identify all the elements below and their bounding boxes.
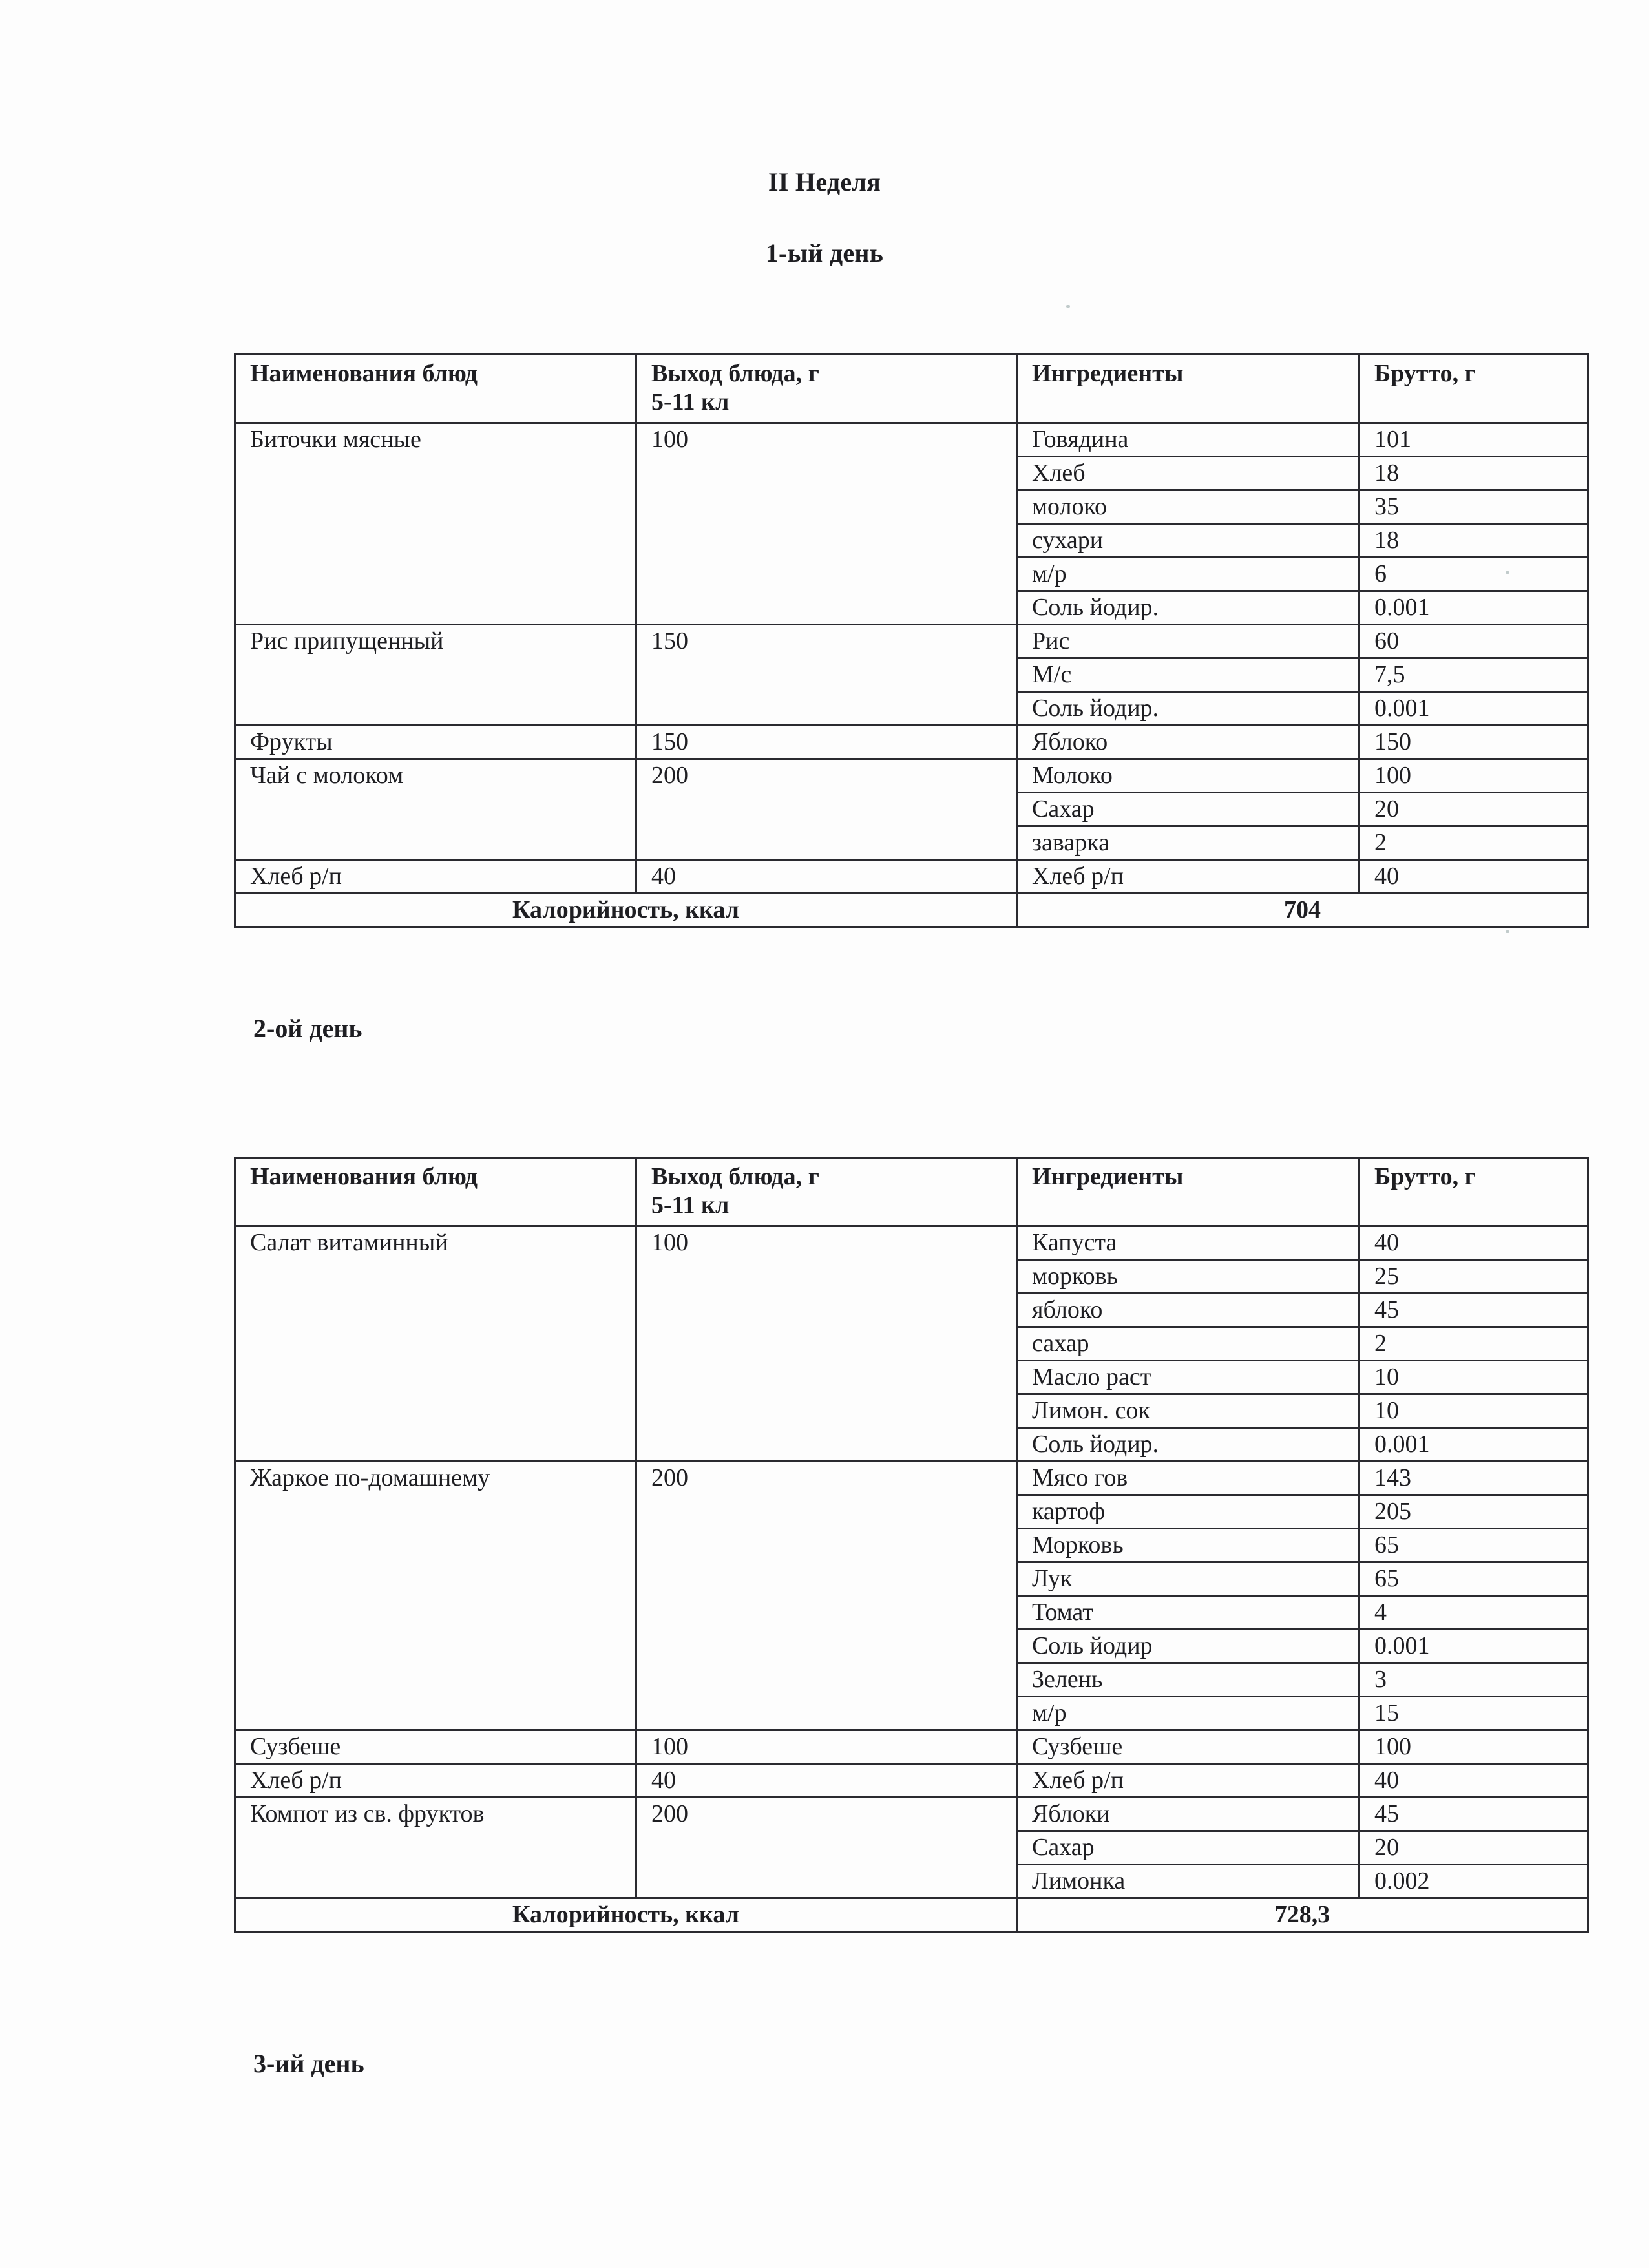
calorie-label: Калорийность, ккал xyxy=(235,894,1017,927)
ingredient-gross-cell: 20 xyxy=(1360,1831,1588,1865)
dish-name-cell: Салат витаминный xyxy=(235,1226,636,1462)
ingredient-name-cell: заварка xyxy=(1017,826,1360,860)
ingredient-name-cell: Лук xyxy=(1017,1562,1360,1596)
ingredient-gross-cell: 2 xyxy=(1360,1327,1588,1361)
header-yield-line2: 5-11 кл xyxy=(651,388,730,415)
table-row xyxy=(235,1798,1588,1831)
day2-title: 2-ой день xyxy=(253,1014,362,1043)
dish-name-cell: Сузбеше xyxy=(235,1730,636,1764)
dish-name-cell: Биточки мясные xyxy=(235,423,636,625)
calorie-value: 728,3 xyxy=(1017,1898,1588,1932)
dish-name-cell: Фрукты xyxy=(235,726,636,759)
ingredient-name-cell: Молоко xyxy=(1017,759,1360,793)
ingredient-name-cell: картоф xyxy=(1017,1495,1360,1529)
ingredient-name-cell: Лимон. сок xyxy=(1017,1394,1360,1428)
table-row xyxy=(235,860,1588,894)
header-yield-line1: Выход блюда, г xyxy=(651,1163,819,1190)
header-dish: Наименования блюд xyxy=(235,355,636,423)
ingredient-name-cell: Соль йодир. xyxy=(1017,692,1360,726)
calorie-label: Калорийность, ккал xyxy=(235,1898,1017,1932)
table-row xyxy=(235,726,1588,759)
ingredient-gross-cell: 100 xyxy=(1360,759,1588,793)
ingredient-gross-cell: 18 xyxy=(1360,457,1588,490)
table-row xyxy=(235,1462,1588,1495)
header-ingredients: Ингредиенты xyxy=(1017,355,1360,423)
header-yield xyxy=(636,355,1017,423)
calorie-row xyxy=(235,1898,1588,1932)
table-row xyxy=(235,1226,1588,1260)
header-gross: Брутто, г xyxy=(1360,1158,1588,1226)
table-row xyxy=(235,625,1588,658)
ingredient-name-cell: Лимонка xyxy=(1017,1865,1360,1898)
dish-yield-cell: 100 xyxy=(636,1730,1017,1764)
ingredient-name-cell: Соль йодир. xyxy=(1017,591,1360,625)
table-row xyxy=(235,1764,1588,1798)
ingredient-gross-cell: 4 xyxy=(1360,1596,1588,1630)
ingredient-name-cell: сахар xyxy=(1017,1327,1360,1361)
ingredient-name-cell: Соль йодир. xyxy=(1017,1428,1360,1462)
dish-yield-cell: 40 xyxy=(636,1764,1017,1798)
header-yield-line2: 5-11 кл xyxy=(651,1192,730,1219)
ingredient-name-cell: Мясо гов xyxy=(1017,1462,1360,1495)
ingredient-gross-cell: 40 xyxy=(1360,1226,1588,1260)
ingredient-gross-cell: 6 xyxy=(1360,558,1588,591)
dish-yield-cell: 100 xyxy=(636,423,1017,625)
dish-yield-cell: 200 xyxy=(636,1798,1017,1898)
ingredient-gross-cell: 3 xyxy=(1360,1663,1588,1697)
dish-yield-cell: 200 xyxy=(636,1462,1017,1730)
dish-yield-cell: 100 xyxy=(636,1226,1017,1462)
ingredient-name-cell: Хлеб xyxy=(1017,457,1360,490)
ingredient-name-cell: Сахар xyxy=(1017,1831,1360,1865)
dish-name-cell: Жаркое по-домашнему xyxy=(235,1462,636,1730)
ingredient-gross-cell: 10 xyxy=(1360,1394,1588,1428)
header-gross: Брутто, г xyxy=(1360,355,1588,423)
ingredient-name-cell: Яблоко xyxy=(1017,726,1360,759)
ingredient-name-cell: Яблоки xyxy=(1017,1798,1360,1831)
ingredient-gross-cell: 45 xyxy=(1360,1294,1588,1327)
dish-name-cell: Хлеб р/п xyxy=(235,1764,636,1798)
ingredient-name-cell: Хлеб р/п xyxy=(1017,860,1360,894)
ingredient-gross-cell: 45 xyxy=(1360,1798,1588,1831)
dish-name-cell: Компот из св. фруктов xyxy=(235,1798,636,1898)
ingredient-gross-cell: 0.001 xyxy=(1360,591,1588,625)
ingredient-name-cell: Хлеб р/п xyxy=(1017,1764,1360,1798)
ingredient-name-cell: м/р xyxy=(1017,1697,1360,1730)
ingredient-gross-cell: 40 xyxy=(1360,1764,1588,1798)
header-ingredients: Ингредиенты xyxy=(1017,1158,1360,1226)
scan-speck xyxy=(1506,571,1509,574)
ingredient-gross-cell: 65 xyxy=(1360,1562,1588,1596)
ingredient-gross-cell: 0.001 xyxy=(1360,1428,1588,1462)
ingredient-name-cell: Соль йодир xyxy=(1017,1630,1360,1663)
ingredient-gross-cell: 101 xyxy=(1360,423,1588,457)
ingredient-gross-cell: 65 xyxy=(1360,1529,1588,1562)
dish-yield-cell: 200 xyxy=(636,759,1017,860)
table-header-row xyxy=(235,1158,1588,1226)
ingredient-gross-cell: 20 xyxy=(1360,793,1588,826)
ingredient-gross-cell: 205 xyxy=(1360,1495,1588,1529)
day1-menu-table xyxy=(234,353,1589,928)
ingredient-name-cell: Капуста xyxy=(1017,1226,1360,1260)
ingredient-name-cell: молоко xyxy=(1017,490,1360,524)
ingredient-name-cell: Рис xyxy=(1017,625,1360,658)
day3-title: 3-ий день xyxy=(253,2049,364,2078)
ingredient-name-cell: Сузбеше xyxy=(1017,1730,1360,1764)
dish-yield-cell: 150 xyxy=(636,726,1017,759)
header-dish: Наименования блюд xyxy=(235,1158,636,1226)
ingredient-name-cell: Сахар xyxy=(1017,793,1360,826)
ingredient-gross-cell: 35 xyxy=(1360,490,1588,524)
ingredient-gross-cell: 0.002 xyxy=(1360,1865,1588,1898)
ingredient-gross-cell: 60 xyxy=(1360,625,1588,658)
ingredient-gross-cell: 100 xyxy=(1360,1730,1588,1764)
ingredient-name-cell: яблоко xyxy=(1017,1294,1360,1327)
dish-name-cell: Чай с молоком xyxy=(235,759,636,860)
header-yield-line1: Выход блюда, г xyxy=(651,360,819,387)
table-row xyxy=(235,759,1588,793)
ingredient-gross-cell: 0.001 xyxy=(1360,1630,1588,1663)
ingredient-name-cell: Говядина xyxy=(1017,423,1360,457)
day2-menu-table xyxy=(234,1157,1589,1933)
ingredient-name-cell: м/р xyxy=(1017,558,1360,591)
dish-yield-cell: 150 xyxy=(636,625,1017,726)
ingredient-gross-cell: 0.001 xyxy=(1360,692,1588,726)
scan-speck xyxy=(1066,305,1070,308)
ingredient-gross-cell: 15 xyxy=(1360,1697,1588,1730)
ingredient-gross-cell: 7,5 xyxy=(1360,658,1588,692)
ingredient-name-cell: Морковь xyxy=(1017,1529,1360,1562)
dish-name-cell: Рис припущенный xyxy=(235,625,636,726)
calorie-value: 704 xyxy=(1017,894,1588,927)
ingredient-name-cell: Зелень xyxy=(1017,1663,1360,1697)
ingredient-gross-cell: 143 xyxy=(1360,1462,1588,1495)
table-row xyxy=(235,1730,1588,1764)
day1-title: 1-ый день xyxy=(765,238,884,268)
ingredient-gross-cell: 150 xyxy=(1360,726,1588,759)
ingredient-name-cell: сухари xyxy=(1017,524,1360,558)
ingredient-name-cell: морковь xyxy=(1017,1260,1360,1294)
calorie-row xyxy=(235,894,1588,927)
header-yield xyxy=(636,1158,1017,1226)
week-title: II Неделя xyxy=(768,167,881,196)
scan-speck xyxy=(1506,930,1509,933)
ingredient-gross-cell: 40 xyxy=(1360,860,1588,894)
ingredient-gross-cell: 18 xyxy=(1360,524,1588,558)
ingredient-name-cell: Томат xyxy=(1017,1596,1360,1630)
dish-yield-cell: 40 xyxy=(636,860,1017,894)
table-row xyxy=(235,423,1588,457)
table-header-row xyxy=(235,355,1588,423)
ingredient-gross-cell: 25 xyxy=(1360,1260,1588,1294)
ingredient-name-cell: М/с xyxy=(1017,658,1360,692)
ingredient-name-cell: Масло раст xyxy=(1017,1361,1360,1394)
ingredient-gross-cell: 10 xyxy=(1360,1361,1588,1394)
dish-name-cell: Хлеб р/п xyxy=(235,860,636,894)
ingredient-gross-cell: 2 xyxy=(1360,826,1588,860)
